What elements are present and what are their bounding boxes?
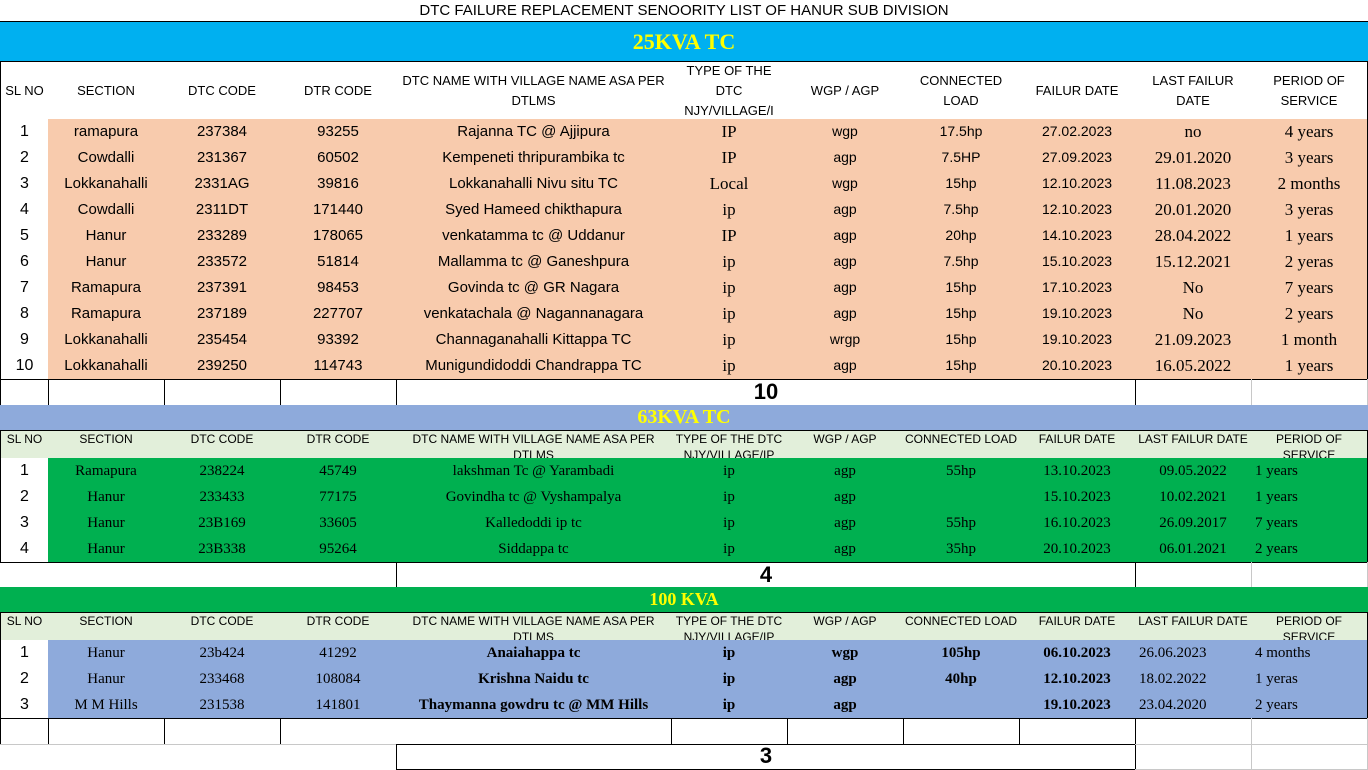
section-1-row-8-connected-load: 15hp [903,301,1020,328]
section-1-row-1-connected-load: 17.5hp [903,119,1020,146]
section-2-header-failure-date: FAILUR DATE [1019,431,1136,459]
section-2-row-4-dtc-code: 23B338 [164,536,281,563]
section-2-header-sl-no: SL NO [0,431,49,459]
section-1-row-7-period-of-service: 7 years [1251,275,1368,302]
section-3-total-empty-g [787,718,904,745]
section-3-row-1-dtc-name: Anaiahappa tc [396,640,672,667]
section-3-header-wgp-agp: WGP / AGP [787,613,904,641]
section-1-row-2-wgp-agp: agp [787,145,904,172]
section-1-total-empty-d [280,379,397,406]
section-3-row-2-dtc-code: 233468 [164,666,281,693]
section-1-row-9-dtc-type: ip [671,327,788,354]
section-2-row-4-wgp-agp: agp [787,536,904,563]
section-2-row-2-last-failure-date: 10.02.2021 [1135,484,1252,511]
section-1-row-1-period-of-service: 4 years [1251,119,1368,146]
section-1-row-3-dtc-type: Local [671,171,788,198]
section-1-row-10-period-of-service: 1 years [1251,353,1368,380]
section-2-row-4-last-failure-date: 06.01.2021 [1135,536,1252,563]
section-1-header-last-failure-date: LAST FAILUR DATE [1135,62,1252,120]
section-1-row-5-wgp-agp: agp [787,223,904,250]
section-1-row-1-failure-date: 27.02.2023 [1019,119,1136,146]
section-3-row-3-wgp-agp: agp [787,692,904,719]
section-1-header-period-of-service: PERIOD OF SERVICE [1251,62,1368,120]
section-3-row-1-sl-no: 1 [0,640,49,667]
section-1-row-7-section: Ramapura [48,275,165,302]
section-1-header-wgp-agp: WGP / AGP [787,62,904,120]
section-1-row-7-dtc-name: Govinda tc @ GR Nagara [396,275,672,302]
section-2-row-1-dtc-name: lakshman Tc @ Yarambadi [396,458,672,485]
section-1-row-4-dtc-code: 2311DT [164,197,281,224]
section-3-row-3-connected-load [903,692,1020,719]
section-3-total-empty-m [1251,744,1368,770]
section-1-row-9-wgp-agp: wrgp [787,327,904,354]
section-1-header-dtc-type: TYPE OF THE DTC NJY/VILLAGE/I [671,62,788,120]
section-3-header-dtc-name: DTC NAME WITH VILLAGE NAME ASA PER DTLMS [396,613,672,641]
section-1-row-2-period-of-service: 3 years [1251,145,1368,172]
section-2-row-1-dtr-code: 45749 [280,458,397,485]
section-2-row-2-period-of-service: 1 years [1251,484,1368,511]
section-1-row-3-sl-no: 3 [0,171,49,198]
section-2-row-3-failure-date: 16.10.2023 [1019,510,1136,537]
section-1-row-3-dtr-code: 39816 [280,171,397,198]
section-3-row-1-wgp-agp: wgp [787,640,904,667]
section-1-row-2-sl-no: 2 [0,145,49,172]
sheet-title: DTC FAILURE REPLACEMENT SENOORITY LIST OF HANUR SUB DIVISION [0,0,1368,22]
section-1-row-2-last-failure-date: 29.01.2020 [1135,145,1252,172]
section-3-total-empty-b [48,718,165,745]
section-3-total-empty-c [164,718,281,745]
section-1-banner: 25KVA TC [0,22,1368,62]
section-2-row-1-failure-date: 13.10.2023 [1019,458,1136,485]
section-1-row-4-section: Cowdalli [48,197,165,224]
section-3-row-1-section: Hanur [48,640,165,667]
section-3-header-failure-date: FAILUR DATE [1019,613,1136,641]
section-1-row-9-section: Lokkanahalli [48,327,165,354]
section-2-row-1-dtc-code: 238224 [164,458,281,485]
section-1-row-1-wgp-agp: wgp [787,119,904,146]
section-1-total-empty-c [164,379,281,406]
section-1-row-5-connected-load: 20hp [903,223,1020,250]
section-3-row-2-dtc-name: Krishna Naidu tc [396,666,672,693]
empty-gridline [0,744,396,745]
section-1-row-7-sl-no: 7 [0,275,49,302]
section-1-row-8-dtc-type: ip [671,301,788,328]
section-3-row-2-failure-date: 12.10.2023 [1019,666,1136,693]
section-2-row-4-dtc-name: Siddappa tc [396,536,672,563]
section-2-row-3-dtc-type: ip [671,510,788,537]
section-1-row-1-section: ramapura [48,119,165,146]
section-1-row-3-last-failure-date: 11.08.2023 [1135,171,1252,198]
section-1-row-8-sl-no: 8 [0,301,49,328]
section-3-row-3-section: M M Hills [48,692,165,719]
section-1-row-2-dtc-code: 231367 [164,145,281,172]
section-3-header-dtr-code: DTR CODE [280,613,397,641]
section-3-total-empty-k [1251,718,1368,745]
section-1-row-1-dtc-code: 237384 [164,119,281,146]
section-3-row-2-wgp-agp: agp [787,666,904,693]
section-3-row-1-dtr-code: 41292 [280,640,397,667]
section-1-row-3-wgp-agp: wgp [787,171,904,198]
section-2-row-2-dtc-name: Govindha tc @ Vyshampalya [396,484,672,511]
section-1-row-10-failure-date: 20.10.2023 [1019,353,1136,380]
section-2-header-connected-load: CONNECTED LOAD [903,431,1020,459]
section-1-row-5-dtc-type: IP [671,223,788,250]
section-2-total-empty-j [1135,562,1252,589]
section-1-row-7-dtc-code: 237391 [164,275,281,302]
section-1-header-connected-load: CONNECTED LOAD [903,62,1020,120]
section-1-header-dtc-name: DTC NAME WITH VILLAGE NAME ASA PER DTLMS [396,62,672,120]
section-1-row-6-last-failure-date: 15.12.2021 [1135,249,1252,276]
section-2-header-dtr-code: DTR CODE [280,431,397,459]
section-3-header-sl-no: SL NO [0,613,49,641]
section-2-row-1-last-failure-date: 09.05.2022 [1135,458,1252,485]
section-2-row-3-sl-no: 3 [0,510,49,537]
section-1-row-2-dtc-type: IP [671,145,788,172]
section-3-total-empty-i [1019,718,1136,745]
section-1-row-6-period-of-service: 2 yeras [1251,249,1368,276]
section-1-row-8-wgp-agp: agp [787,301,904,328]
section-2-total-empty-k [1251,562,1368,589]
section-1-row-3-dtc-name: Lokkanahalli Nivu situ TC [396,171,672,198]
section-2-row-2-section: Hanur [48,484,165,511]
section-1-header-failure-date: FAILUR DATE [1019,62,1136,120]
section-2-row-1-wgp-agp: agp [787,458,904,485]
section-1-row-4-dtr-code: 171440 [280,197,397,224]
section-2-row-2-sl-no: 2 [0,484,49,511]
section-2-row-3-wgp-agp: agp [787,510,904,537]
section-3-header-last-failure-date: LAST FAILUR DATE [1135,613,1252,641]
section-3-row-1-connected-load: 105hp [903,640,1020,667]
section-1-row-1-last-failure-date: no [1135,119,1252,146]
section-2-total-count: 4 [396,562,1136,589]
section-1-row-6-dtr-code: 51814 [280,249,397,276]
section-1-row-8-dtc-name: venkatachala @ Nagannanagara [396,301,672,328]
section-2-row-2-wgp-agp: agp [787,484,904,511]
section-3-header-section: SECTION [48,613,165,641]
section-2-row-2-failure-date: 15.10.2023 [1019,484,1136,511]
section-1-total-empty-a [0,379,49,406]
section-1-row-3-dtc-code: 2331AG [164,171,281,198]
section-2-row-1-connected-load: 55hp [903,458,1020,485]
section-1-row-5-dtc-code: 233289 [164,223,281,250]
section-1-row-9-dtc-name: Channaganahalli Kittappa TC [396,327,672,354]
section-2-row-3-dtr-code: 33605 [280,510,397,537]
section-1-row-1-sl-no: 1 [0,119,49,146]
section-3-total-count: 3 [396,744,1136,770]
section-1-row-7-dtr-code: 98453 [280,275,397,302]
section-1-row-5-last-failure-date: 28.04.2022 [1135,223,1252,250]
section-1-row-5-dtr-code: 178065 [280,223,397,250]
section-3-header-dtc-code: DTC CODE [164,613,281,641]
section-2-row-3-connected-load: 55hp [903,510,1020,537]
section-3-row-3-period-of-service: 2 years [1251,692,1368,719]
section-2-row-3-dtc-code: 23B169 [164,510,281,537]
section-2-header-last-failure-date: LAST FAILUR DATE [1135,431,1252,459]
section-3-row-3-sl-no: 3 [0,692,49,719]
section-3-total-empty-j [1135,718,1252,745]
section-3-row-1-period-of-service: 4 months [1251,640,1368,667]
section-3-row-1-last-failure-date: 26.06.2023 [1135,640,1252,667]
section-1-total-empty-b [48,379,165,406]
section-1-row-6-connected-load: 7.5hp [903,249,1020,276]
section-1-row-9-period-of-service: 1 month [1251,327,1368,354]
section-1-row-10-last-failure-date: 16.05.2022 [1135,353,1252,380]
section-2-row-4-failure-date: 20.10.2023 [1019,536,1136,563]
section-1-total-empty-k [1251,379,1368,406]
section-3-header-connected-load: CONNECTED LOAD [903,613,1020,641]
section-1-header-dtr-code: DTR CODE [280,62,397,120]
section-1-row-7-connected-load: 15hp [903,275,1020,302]
section-3-total-empty-h [903,718,1020,745]
section-1-row-6-dtc-name: Mallamma tc @ Ganeshpura [396,249,672,276]
section-3-row-3-failure-date: 19.10.2023 [1019,692,1136,719]
section-2-header-period-of-service: PERIOD OF SERVICE [1251,431,1368,459]
section-1-row-9-last-failure-date: 21.09.2023 [1135,327,1252,354]
section-1-row-9-dtr-code: 93392 [280,327,397,354]
section-2-header-dtc-code: DTC CODE [164,431,281,459]
section-1-row-4-dtc-type: ip [671,197,788,224]
section-1-row-4-wgp-agp: agp [787,197,904,224]
section-1-row-2-section: Cowdalli [48,145,165,172]
section-2-row-1-dtc-type: ip [671,458,788,485]
section-1-row-8-failure-date: 19.10.2023 [1019,301,1136,328]
section-3-row-3-dtc-code: 231538 [164,692,281,719]
section-1-row-6-failure-date: 15.10.2023 [1019,249,1136,276]
section-1-row-1-dtc-name: Rajanna TC @ Ajjipura [396,119,672,146]
section-1-row-8-dtr-code: 227707 [280,301,397,328]
section-3-row-3-dtr-code: 141801 [280,692,397,719]
section-1-total-count: 10 [396,379,1136,406]
section-3-total-empty-e [396,718,672,745]
section-1-row-4-failure-date: 12.10.2023 [1019,197,1136,224]
section-2-banner: 63KVA TC [0,405,1368,431]
section-2-header-dtc-name: DTC NAME WITH VILLAGE NAME ASA PER DTLMS [396,431,672,459]
section-3-row-2-period-of-service: 1 yeras [1251,666,1368,693]
section-1-row-5-period-of-service: 1 years [1251,223,1368,250]
section-1-row-4-sl-no: 4 [0,197,49,224]
section-1-row-6-sl-no: 6 [0,249,49,276]
section-1-row-10-section: Lokkanahalli [48,353,165,380]
section-1-row-6-section: Hanur [48,249,165,276]
section-3-row-1-dtc-code: 23b424 [164,640,281,667]
section-1-row-2-connected-load: 7.5HP [903,145,1020,172]
section-1-row-7-failure-date: 17.10.2023 [1019,275,1136,302]
section-3-header-period-of-service: PERIOD OF SERVICE [1251,613,1368,641]
section-1-row-4-last-failure-date: 20.01.2020 [1135,197,1252,224]
section-3-row-2-dtc-type: ip [671,666,788,693]
section-3-row-2-sl-no: 2 [0,666,49,693]
section-2-row-4-dtc-type: ip [671,536,788,563]
section-1-row-3-period-of-service: 2 months [1251,171,1368,198]
section-3-row-3-last-failure-date: 23.04.2020 [1135,692,1252,719]
section-3-total-empty-l [1135,744,1252,770]
section-1-header-section: SECTION [48,62,165,120]
section-1-row-7-wgp-agp: agp [787,275,904,302]
section-2-row-2-connected-load [903,484,1020,511]
section-1-row-9-dtc-code: 235454 [164,327,281,354]
section-2-row-3-period-of-service: 7 years [1251,510,1368,537]
section-1-row-4-dtc-name: Syed Hameed chikthapura [396,197,672,224]
section-2-row-2-dtc-code: 233433 [164,484,281,511]
section-1-row-7-dtc-type: ip [671,275,788,302]
section-1-row-5-section: Hanur [48,223,165,250]
section-2-header-dtc-type: TYPE OF THE DTC NJY/VILLAGE/IP [671,431,788,459]
section-1-row-3-section: Lokkanahalli [48,171,165,198]
section-3-row-2-connected-load: 40hp [903,666,1020,693]
section-2-row-4-dtr-code: 95264 [280,536,397,563]
section-2-row-2-dtr-code: 77175 [280,484,397,511]
section-3-total-empty-a [0,718,49,745]
section-2-row-4-section: Hanur [48,536,165,563]
section-3-row-2-last-failure-date: 18.02.2022 [1135,666,1252,693]
section-1-row-10-dtc-code: 239250 [164,353,281,380]
section-2-row-3-dtc-name: Kalledoddi ip tc [396,510,672,537]
section-1-row-10-dtc-name: Munigundidoddi Chandrappa TC [396,353,672,380]
section-1-row-5-failure-date: 14.10.2023 [1019,223,1136,250]
section-1-row-9-connected-load: 15hp [903,327,1020,354]
section-2-row-4-sl-no: 4 [0,536,49,563]
section-3-row-1-failure-date: 06.10.2023 [1019,640,1136,667]
section-1-row-7-last-failure-date: No [1135,275,1252,302]
section-1-total-empty-j [1135,379,1252,406]
section-1-row-8-period-of-service: 2 years [1251,301,1368,328]
section-1-row-9-failure-date: 19.10.2023 [1019,327,1136,354]
section-1-row-10-wgp-agp: agp [787,353,904,380]
section-1-header-dtc-code: DTC CODE [164,62,281,120]
section-1-row-10-sl-no: 10 [0,353,49,380]
section-1-row-4-period-of-service: 3 yeras [1251,197,1368,224]
section-1-row-10-dtr-code: 114743 [280,353,397,380]
section-1-row-3-connected-load: 15hp [903,171,1020,198]
section-3-row-3-dtc-name: Thaymanna gowdru tc @ MM Hills [396,692,672,719]
section-3-header-dtc-type: TYPE OF THE DTC NJY/VILLAGE/IP [671,613,788,641]
section-2-row-4-period-of-service: 2 years [1251,536,1368,563]
section-2-header-section: SECTION [48,431,165,459]
section-1-row-1-dtr-code: 93255 [280,119,397,146]
section-2-row-3-last-failure-date: 26.09.2017 [1135,510,1252,537]
section-3-row-3-dtc-type: ip [671,692,788,719]
section-1-row-9-sl-no: 9 [0,327,49,354]
section-2-row-1-sl-no: 1 [0,458,49,485]
section-1-row-5-sl-no: 5 [0,223,49,250]
section-3-row-1-dtc-type: ip [671,640,788,667]
section-1-row-6-dtc-type: ip [671,249,788,276]
section-3-row-2-dtr-code: 108084 [280,666,397,693]
section-1-row-4-connected-load: 7.5hp [903,197,1020,224]
section-2-header-wgp-agp: WGP / AGP [787,431,904,459]
section-1-row-10-connected-load: 15hp [903,353,1020,380]
section-1-row-6-dtc-code: 233572 [164,249,281,276]
section-2-row-4-connected-load: 35hp [903,536,1020,563]
section-2-row-3-section: Hanur [48,510,165,537]
section-3-total-empty-f [671,718,788,745]
section-1-row-1-dtc-type: IP [671,119,788,146]
section-1-row-8-section: Ramapura [48,301,165,328]
section-2-row-1-period-of-service: 1 years [1251,458,1368,485]
section-1-row-10-dtc-type: ip [671,353,788,380]
section-1-row-2-dtc-name: Kempeneti thripurambika tc [396,145,672,172]
section-2-row-2-dtc-type: ip [671,484,788,511]
section-1-row-8-dtc-code: 237189 [164,301,281,328]
section-3-row-2-section: Hanur [48,666,165,693]
section-1-row-2-dtr-code: 60502 [280,145,397,172]
section-1-row-8-last-failure-date: No [1135,301,1252,328]
section-1-row-2-failure-date: 27.09.2023 [1019,145,1136,172]
section-3-banner: 100 KVA [0,587,1368,613]
section-1-header-sl-no: SL NO [0,62,49,120]
section-1-row-5-dtc-name: venkatamma tc @ Uddanur [396,223,672,250]
section-1-row-6-wgp-agp: agp [787,249,904,276]
section-1-row-3-failure-date: 12.10.2023 [1019,171,1136,198]
section-2-row-1-section: Ramapura [48,458,165,485]
